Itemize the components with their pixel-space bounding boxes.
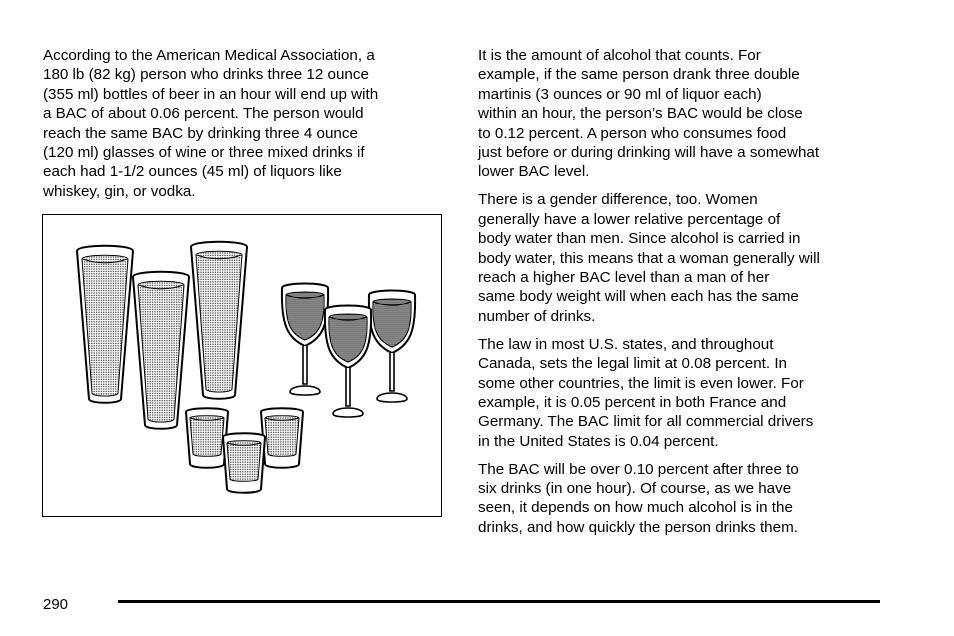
- right-column: [478, 46, 898, 537]
- right-paragraph-1: It is the amount of alcohol that counts. For example, if the same person drank three double martinis (3 ounces or 90 ml of liquor each) within an hour, the person’s BAC would be close to 0.12 percent. A person who consumes food just before or during drinking will have a somewhat lower BAC level.: [478, 47, 820, 181]
- left-column: [43, 46, 448, 201]
- beer-glass-icon: [77, 242, 247, 429]
- right-paragraph-2: There is a gender difference, too. Women generally have a lower relative percentage of body water than men. Since alcohol is carried in body water, this means that a woman generally will reach a higher BAC level than a man of her same body weight will when each has the same number of drinks.: [478, 191, 820, 325]
- right-paragraph-4: The BAC will be over 0.10 percent after three to six drinks (in one hour). Of course, as we have seen, it depends on how much alcohol is in the drinks, and how quickly the person drinks them.: [478, 460, 799, 536]
- right-paragraph-3: The law in most U.S. states, and throughout Canada, sets the legal limit at 0.08 percent. In some other countries, the limit is even lower. For example, it is 0.05 percent in both France and Germany. The BAC limit for all commercial drivers in the United States is 0.04 percent.: [478, 335, 814, 450]
- wine-glass-icon: [282, 284, 415, 418]
- drinks-illustration: [42, 214, 442, 517]
- footer-rule: [118, 600, 880, 603]
- left-paragraph-1: According to the American Medical Association, a 180 lb (82 kg) person who drinks three 12 ounce (355 ml) bottles of beer in an hour will end up with a BAC of about 0.06 percent. The person would reach the same BAC by drinking three 4 ounce (120 ml) glasses of wine or three mixed drinks if each had 1-1/2 ounces (45 ml) of liquors like whiskey, gin, or vodka.: [43, 47, 379, 200]
- shot-glass-icon: [186, 408, 303, 493]
- page-number: 290: [43, 596, 69, 613]
